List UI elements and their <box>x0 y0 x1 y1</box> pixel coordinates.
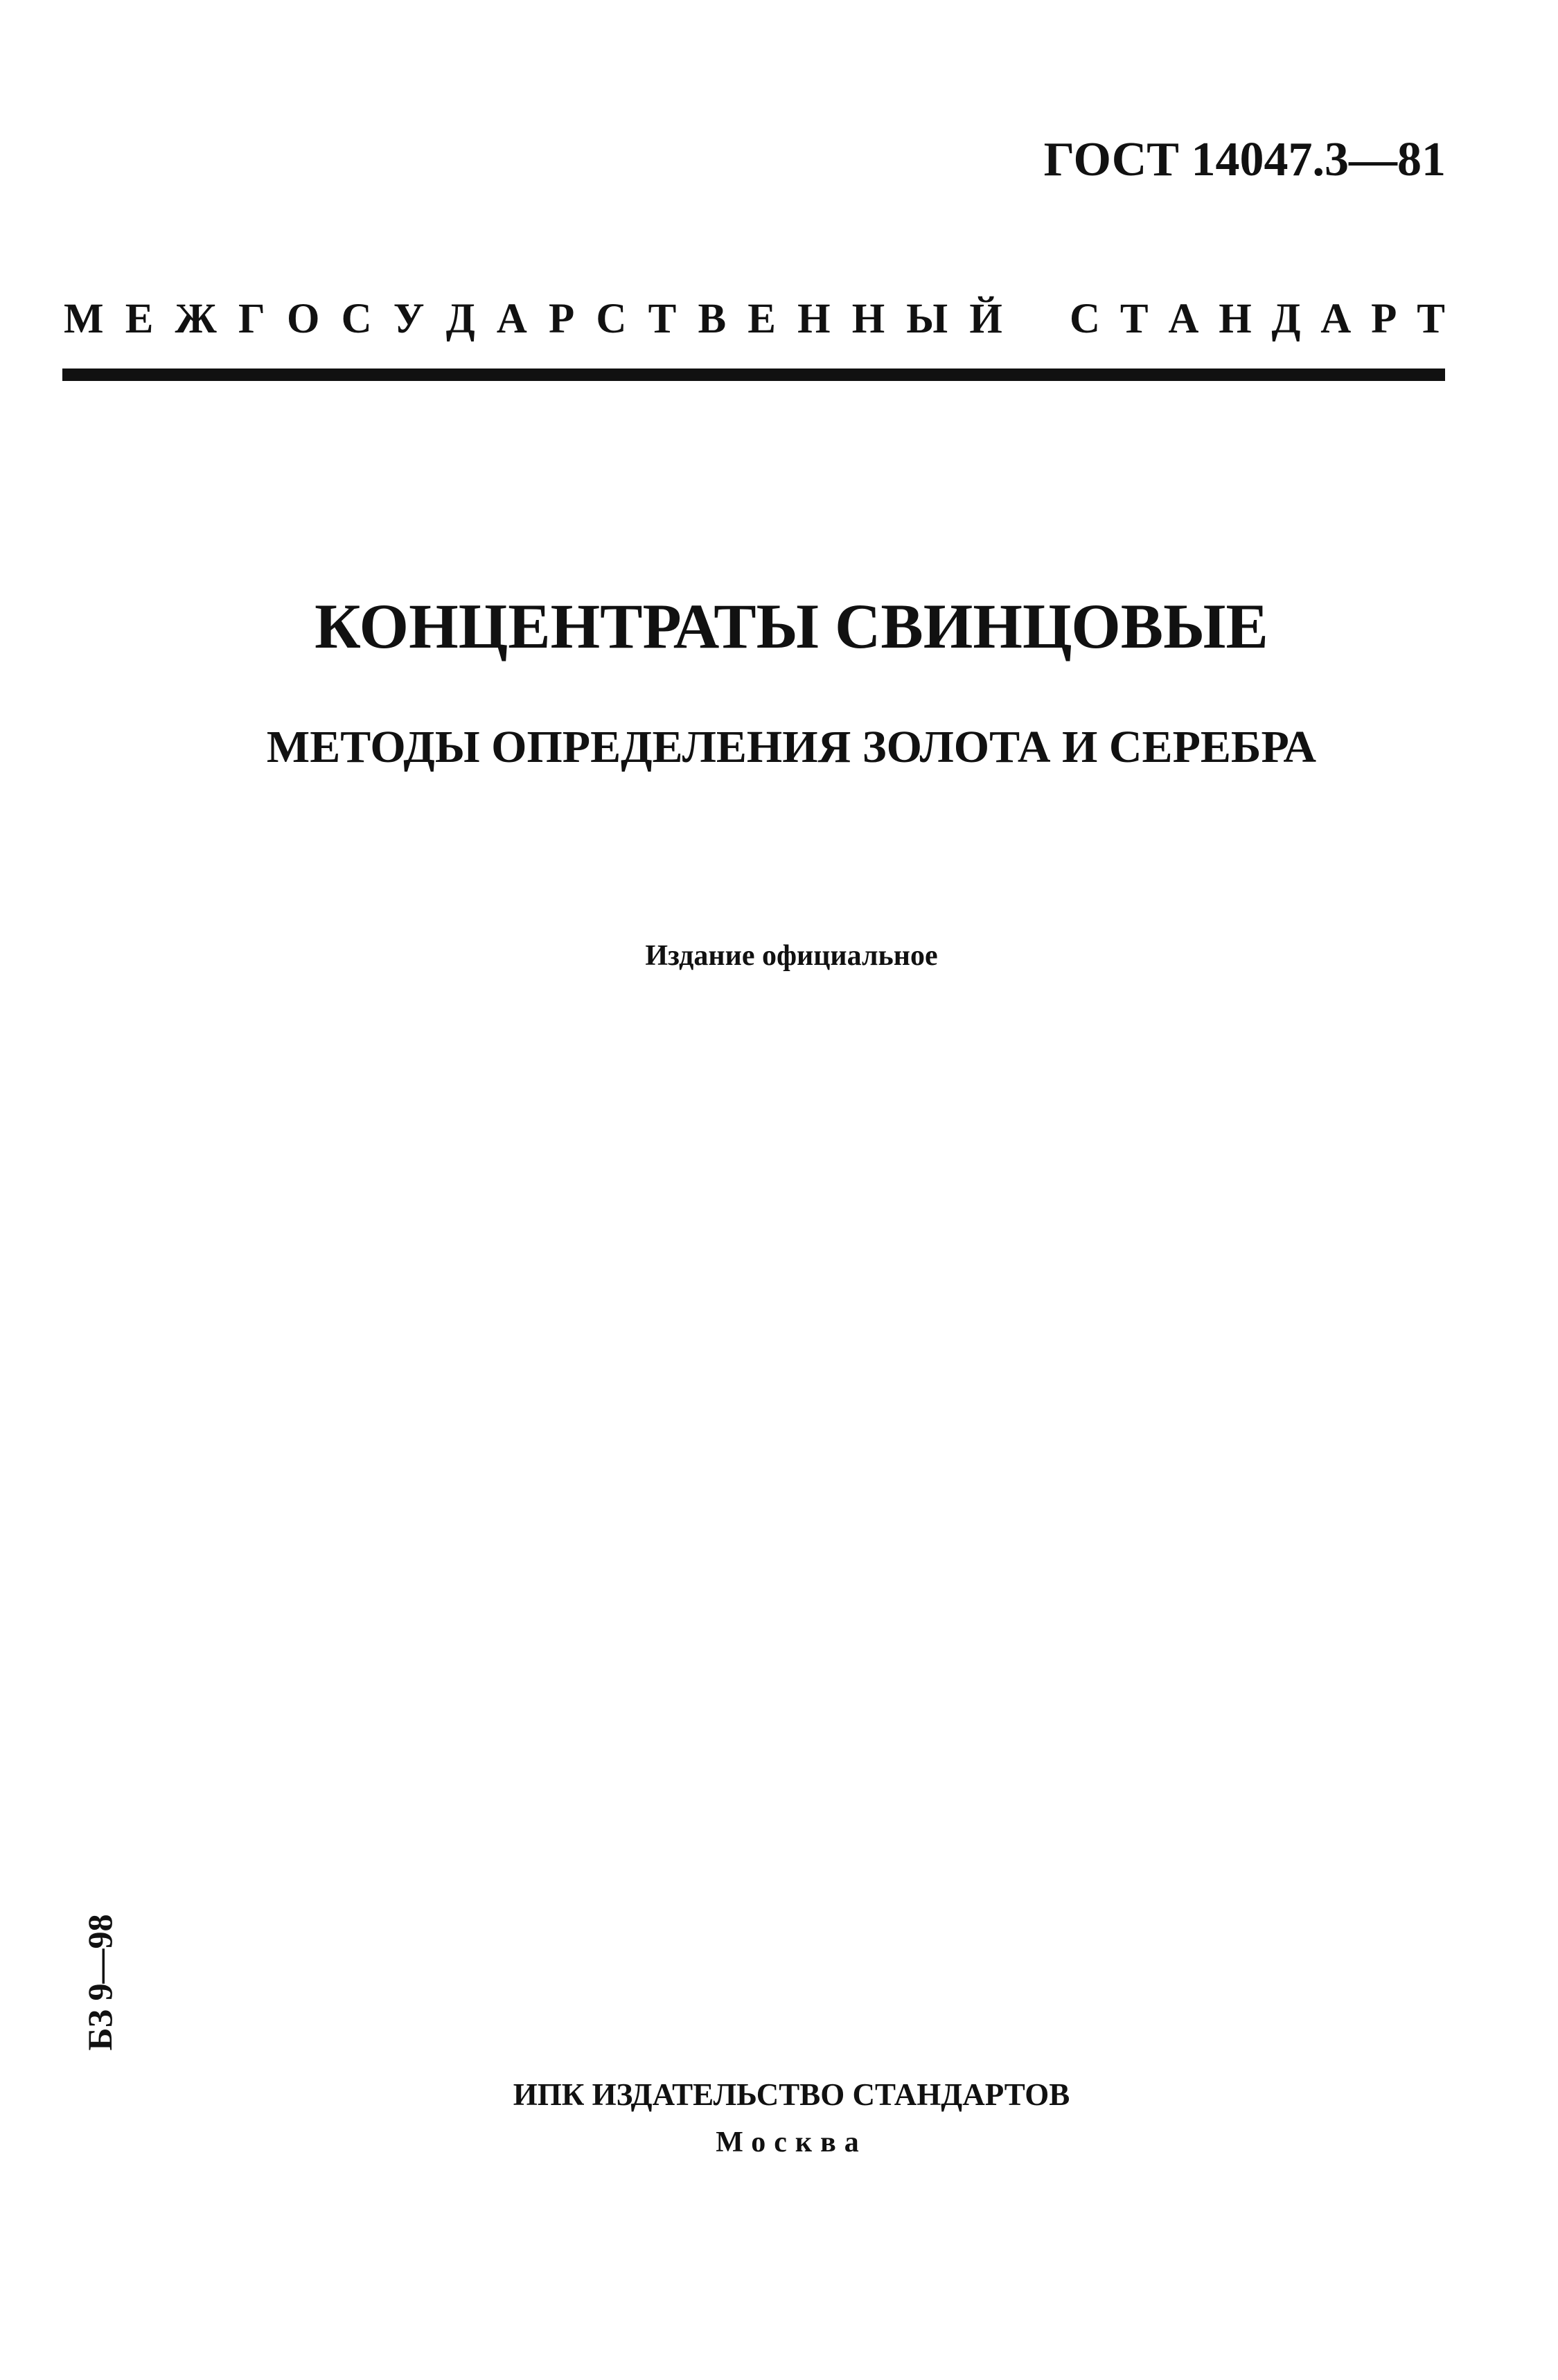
standard-type-word-interstate: М Е Ж Г О С У Д А Р С Т В Е Н Н Ы Й <box>64 296 1002 342</box>
publisher-city: Москва <box>716 2126 867 2158</box>
heading-rule <box>62 368 1445 381</box>
edition-note: Издание официальное <box>645 940 938 972</box>
publisher-name: ИПК ИЗДАТЕЛЬСТВО СТАНДАРТОВ <box>513 2077 1070 2112</box>
standard-type-heading <box>64 298 1445 340</box>
document-subtitle: МЕТОДЫ ОПРЕДЕЛЕНИЯ ЗОЛОТА И СЕРЕБРА <box>266 722 1317 772</box>
standard-type-word-standard: С Т А Н Д А Р Т <box>1070 296 1445 342</box>
document-title: КОНЦЕНТРАТЫ СВИНЦОВЫЕ <box>315 591 1268 661</box>
side-code: БЗ 9—98 <box>80 1914 119 2051</box>
standard-designation: ГОСТ 14047.3—81 <box>1043 133 1446 186</box>
